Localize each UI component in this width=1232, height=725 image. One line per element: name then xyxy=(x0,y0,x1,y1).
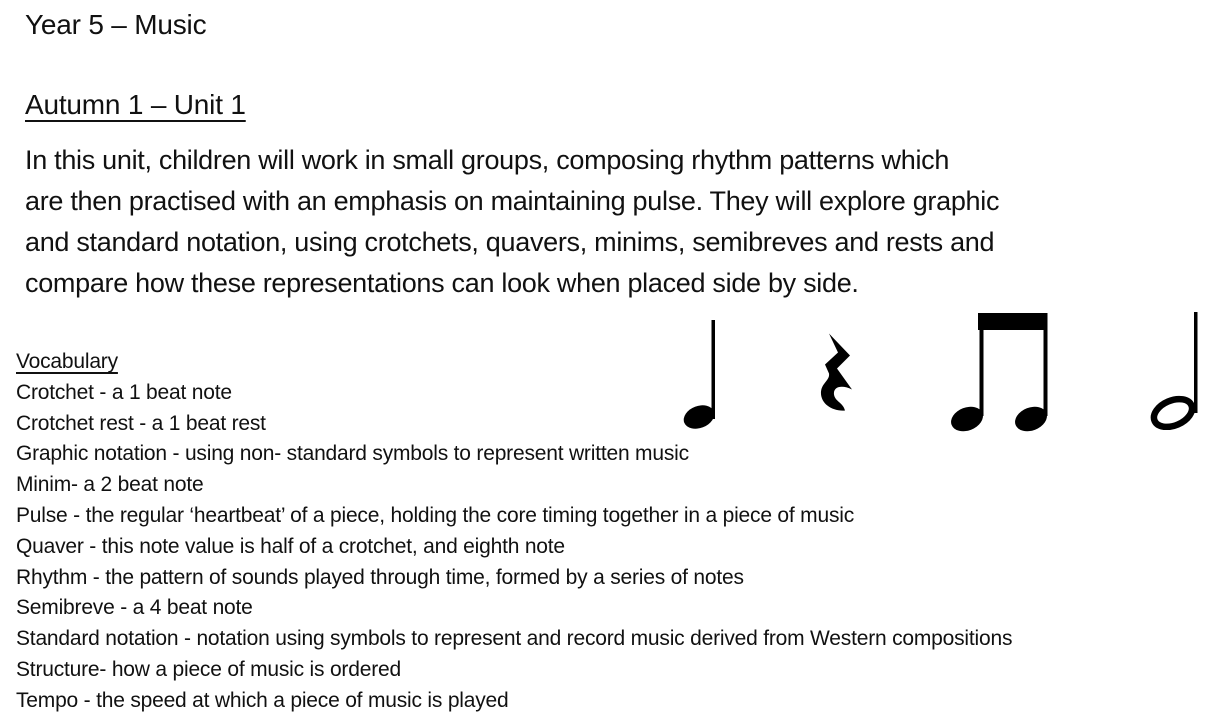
vocab-entry: Rhythm - the pattern of sounds played through time, formed by a series of notes xyxy=(16,565,744,589)
page-title: Year 5 – Music xyxy=(25,9,207,40)
vocabulary-heading: Vocabulary xyxy=(16,350,118,373)
section-heading: Autumn 1 – Unit 1 xyxy=(25,89,246,120)
vocab-entry: Tempo - the speed at which a piece of music is played xyxy=(16,688,509,712)
vocab-entry: Crotchet - a 1 beat note xyxy=(16,380,232,404)
vocab-entry: Standard notation - notation using symbols to represent and record music derived from Western compositions xyxy=(16,627,1013,651)
intro-line: are then practised with an emphasis on maintaining pulse. They will explore graphic xyxy=(25,186,1000,216)
vocab-entry: Graphic notation - using non- standard symbols to represent written music xyxy=(16,442,689,466)
intro-line: compare how these representations can look when placed side by side. xyxy=(25,268,859,298)
vocab-entry: Quaver - this note value is half of a crotchet, and eighth note xyxy=(16,534,565,558)
vocab-entry: Structure- how a piece of music is ordered xyxy=(16,657,401,681)
intro-line: In this unit, children will work in small groups, composing rhythm patterns which xyxy=(25,145,950,175)
vocab-entry: Pulse - the regular ‘heartbeat’ of a piece, holding the core timing together in a piece of music xyxy=(16,503,855,527)
vocabulary-section xyxy=(16,347,1216,717)
intro-line: and standard notation, using crotchets, quavers, minims, semibreves and rests and xyxy=(25,227,995,257)
vocab-entry: Crotchet rest - a 1 beat rest xyxy=(16,411,266,435)
vocab-entry: Semibreve - a 4 beat note xyxy=(16,596,253,620)
vocab-entry: Minim- a 2 beat note xyxy=(16,473,204,497)
intro-paragraph xyxy=(25,140,1220,304)
